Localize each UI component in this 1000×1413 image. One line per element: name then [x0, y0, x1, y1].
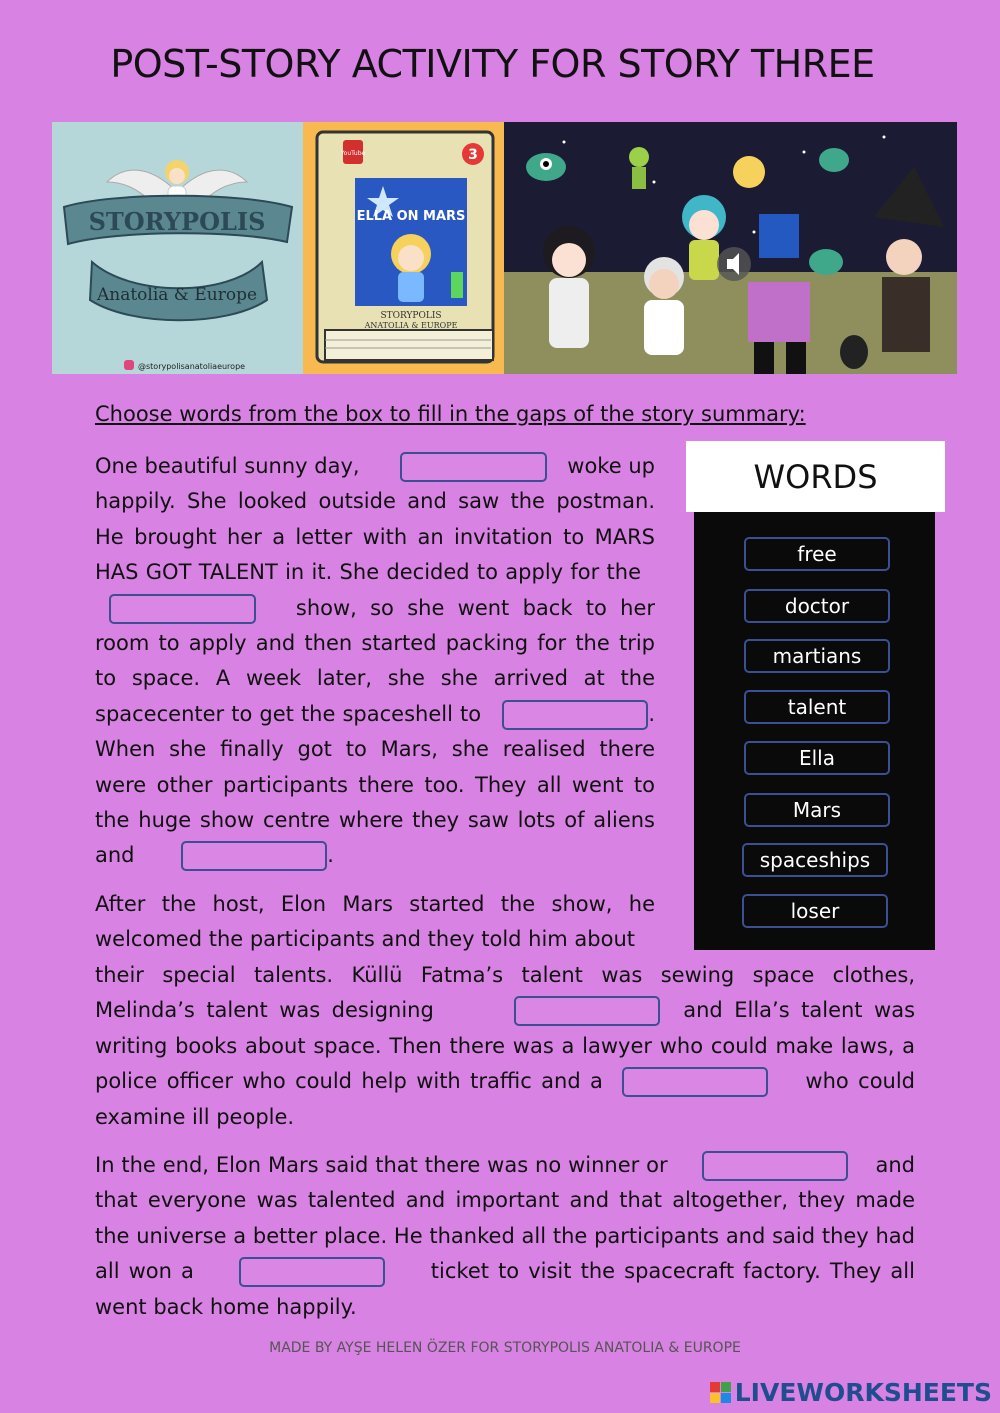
- p1-text-5: .: [327, 843, 334, 868]
- youtube-label: YouTube: [340, 150, 366, 157]
- story-number: 3: [468, 147, 478, 163]
- p1-text-3: show, so she went back to her room to apply and then started packing for the trip to space. A week later, she she arrived at the spacecenter to get the spaceshell to: [95, 595, 656, 726]
- p3-text-3: ticket to visit the spacecraft factory. They all went back home happily.: [95, 1259, 915, 1319]
- credit-line: MADE BY AYŞE HELEN ÖZER FOR STORYPOLIS ANATOLIA & EUROPE: [269, 1340, 741, 1356]
- storypolis-logo-panel: [52, 122, 303, 374]
- logo-title: STORYPOLIS: [88, 207, 266, 236]
- words-box-heading: WORDS: [686, 441, 945, 512]
- instructions: Choose words from the box to fill in the gaps of the story summary:: [95, 402, 806, 426]
- page-title: POST-STORY ACTIVITY FOR STORY THREE: [110, 42, 875, 86]
- p2-text-2: their special talents. Küllü Fatma’s talent was sewing space clothes, Melinda’s talent was designing: [95, 963, 915, 1023]
- space-scene-panel: [504, 122, 957, 374]
- word-option[interactable]: free: [744, 537, 890, 571]
- p1-text-2: woke up happily. She looked outside and saw the postman. He brought her a letter with an invitation to MARS HAS GOT TALENT in it. She decided to apply for the: [95, 454, 655, 585]
- story-paragraph-3: [95, 1148, 915, 1325]
- p2-text-4: who could examine ill people.: [95, 1069, 916, 1129]
- word-option[interactable]: doctor: [744, 589, 890, 623]
- word-option[interactable]: martians: [744, 639, 890, 673]
- gap-1-input[interactable]: [400, 452, 547, 482]
- p1-text-1: One beautiful sunny day,: [95, 454, 360, 478]
- gap-4-input[interactable]: [181, 841, 327, 871]
- book-publisher-line2: ANATOLIA & EUROPE: [364, 321, 458, 330]
- gap-2-input[interactable]: [109, 594, 256, 624]
- instagram-icon: [124, 360, 134, 370]
- book-cover-title: ELLA ON MARS: [356, 209, 466, 224]
- gap-5-input[interactable]: [514, 996, 660, 1026]
- book-cover-panel: [303, 122, 504, 374]
- word-option[interactable]: Mars: [744, 793, 890, 827]
- p2-text-1: After the host, Elon Mars started the show, he welcomed the participants and they told him about: [95, 892, 655, 952]
- storypolis-logo: [52, 122, 303, 374]
- gap-8-input[interactable]: [239, 1257, 385, 1287]
- logo-subtitle: Anatolia & Europe: [96, 285, 258, 305]
- gap-6-input[interactable]: [622, 1067, 768, 1097]
- gap-3-input[interactable]: [502, 700, 648, 730]
- p3-text-1: In the end, Elon Mars said that there was no winner or: [95, 1153, 668, 1177]
- word-option[interactable]: Ella: [744, 741, 890, 775]
- instagram-handle: @storypolisanatoliaeurope: [138, 362, 246, 371]
- story-paragraph-2-top: [95, 887, 655, 958]
- book-illustration: [303, 122, 504, 374]
- liveworksheets-brand[interactable]: [710, 1378, 992, 1407]
- liveworksheets-logo-icon: [710, 1382, 731, 1403]
- word-option[interactable]: spaceships: [742, 843, 888, 877]
- p1-text-4: . When she finally got to Mars, she realised there were other participants there too. They all went to the huge show centre where they saw lots of aliens and: [95, 701, 655, 868]
- p3-text-2: and that everyone was talented and important and that altogether, they made the universe a better place. He thanked all the participants and said they had all won a: [95, 1153, 915, 1284]
- words-box: [694, 512, 935, 950]
- book-publisher-line1: STORYPOLIS: [380, 311, 442, 321]
- p2-text-3: and Ella’s talent was writing books about space. Then there was a lawyer who could make laws, a police officer who could help with traffic and a: [95, 998, 916, 1094]
- story-banner: [52, 122, 957, 374]
- gap-7-input[interactable]: [702, 1151, 848, 1181]
- story-paragraph-1: [95, 449, 655, 874]
- story-paragraph-2: [95, 958, 915, 1135]
- space-scene-illustration: [504, 122, 957, 374]
- liveworksheets-label: LIVEWORKSHEETS: [734, 1378, 992, 1407]
- word-option[interactable]: talent: [744, 690, 890, 724]
- word-option[interactable]: loser: [742, 894, 888, 928]
